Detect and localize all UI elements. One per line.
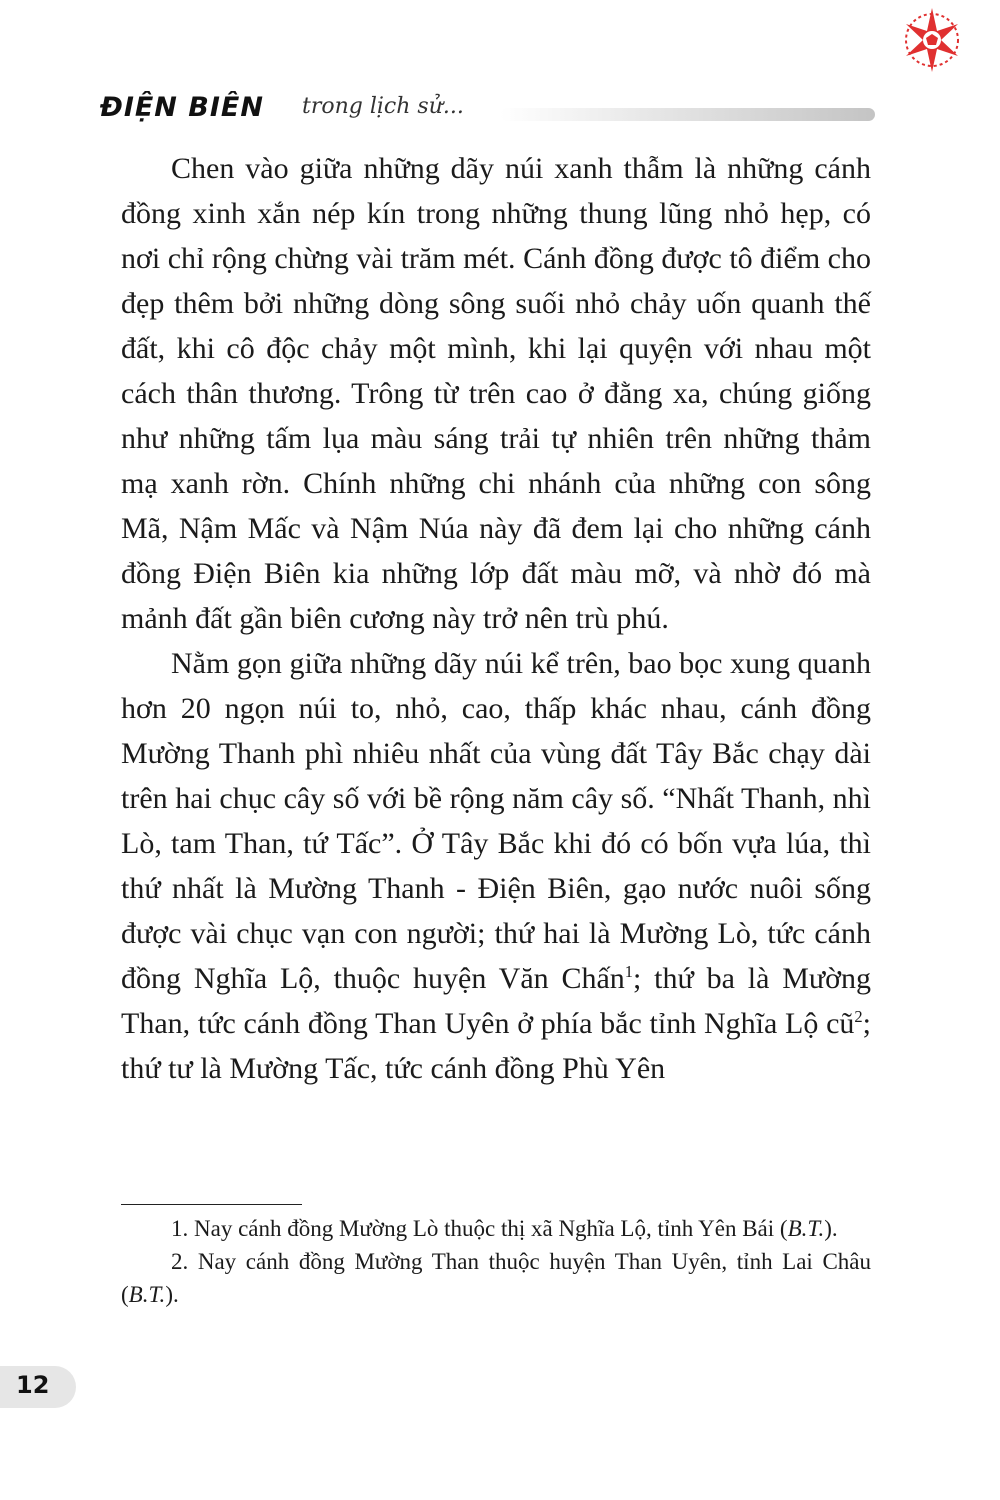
header-title: ĐIỆN BIÊN: [100, 92, 264, 123]
page-number: 12: [16, 1371, 50, 1399]
header-decorative-bar: [500, 108, 875, 121]
paragraph-2-part-1: Nằm gọn giữa những dãy núi kể trên, bao bọc xung quanh hơn 20 ngọn núi to, nhỏ, cao, thấp khác nhau, cánh đồng Mường Thanh phì nhiêu nhất của vùng đất Tây Bắc chạy dài trên hai chục cây số với bề rộng năm cây số. “Nhất Thanh, nhì Lò, tam Than, tứ Tấc”. Ở Tây Bắc khi đó có bốn vựa lúa, thì thứ nhất là Mường Thanh - Điện Biên, gạo nước nuôi sống được vài chục vạn con người; thứ hai là Mường Lò, tức cánh đồng Nghĩa Lộ, thuộc huyện Văn Chấn: [121, 647, 871, 995]
footnote-2-text: 2. Nay cánh đồng Mường Than thuộc huyện Than Uyên, tỉnh Lai Châu (: [121, 1249, 871, 1307]
star-emblem-icon: [896, 4, 968, 76]
page-number-tab: [0, 1366, 76, 1408]
footnote-1-close: ).: [824, 1216, 838, 1241]
footnote-ref-1: 1: [624, 962, 634, 981]
footnote-1-text: 1. Nay cánh đồng Mường Lò thuộc thị xã Nghĩa Lộ, tỉnh Yên Bái (: [171, 1216, 788, 1241]
header-subtitle: trong lịch sử...: [302, 94, 464, 119]
paragraph-1: Chen vào giữa những dãy núi xanh thẫm là những cánh đồng xinh xắn nép kín trong những thung lũng nhỏ hẹp, có nơi chỉ rộng chừng vài trăm mét. Cánh đồng được tô điểm cho đẹp thêm bởi những dòng sông suối nhỏ chảy uốn quanh thế đất, khi cô độc chảy một mình, khi lại quyện với nhau một cách thân thương. Trông từ trên cao ở đằng xa, chúng giống như những tấm lụa màu sáng trải tự nhiên trên những thảm mạ xanh rờn. Chính những chi nhánh của những con sông Mã, Nậm Mấc và Nậm Núa này đã đem lại cho những cánh đồng Điện Biên kia những lớp đất màu mỡ, và nhờ đó mà mảnh đất gần biên cương này trở nên trù phú.: [121, 152, 871, 635]
footnote-1-abbr: B.T.: [787, 1216, 825, 1241]
body-text: [121, 146, 871, 1091]
footnote-divider: [121, 1204, 302, 1205]
paragraph-2-part-2: ; thứ ba là Mường Than, tức cánh đồng Than Uyên ở phía bắc tỉnh Nghĩa Lộ cũ: [121, 962, 871, 1040]
footnote-2-abbr: B.T.: [128, 1282, 166, 1307]
footnotes: [121, 1212, 871, 1311]
footnote-2-close: ).: [165, 1282, 179, 1307]
paragraph-2-part-3: ; thứ tư là Mường Tấc, tức cánh đồng Phù Yên: [121, 1007, 871, 1085]
footnote-ref-2: 2: [854, 1007, 863, 1026]
footnote-1: [121, 1212, 871, 1245]
paragraph-2: [121, 641, 871, 1091]
running-header: [100, 88, 875, 134]
footnote-2: [121, 1245, 871, 1311]
